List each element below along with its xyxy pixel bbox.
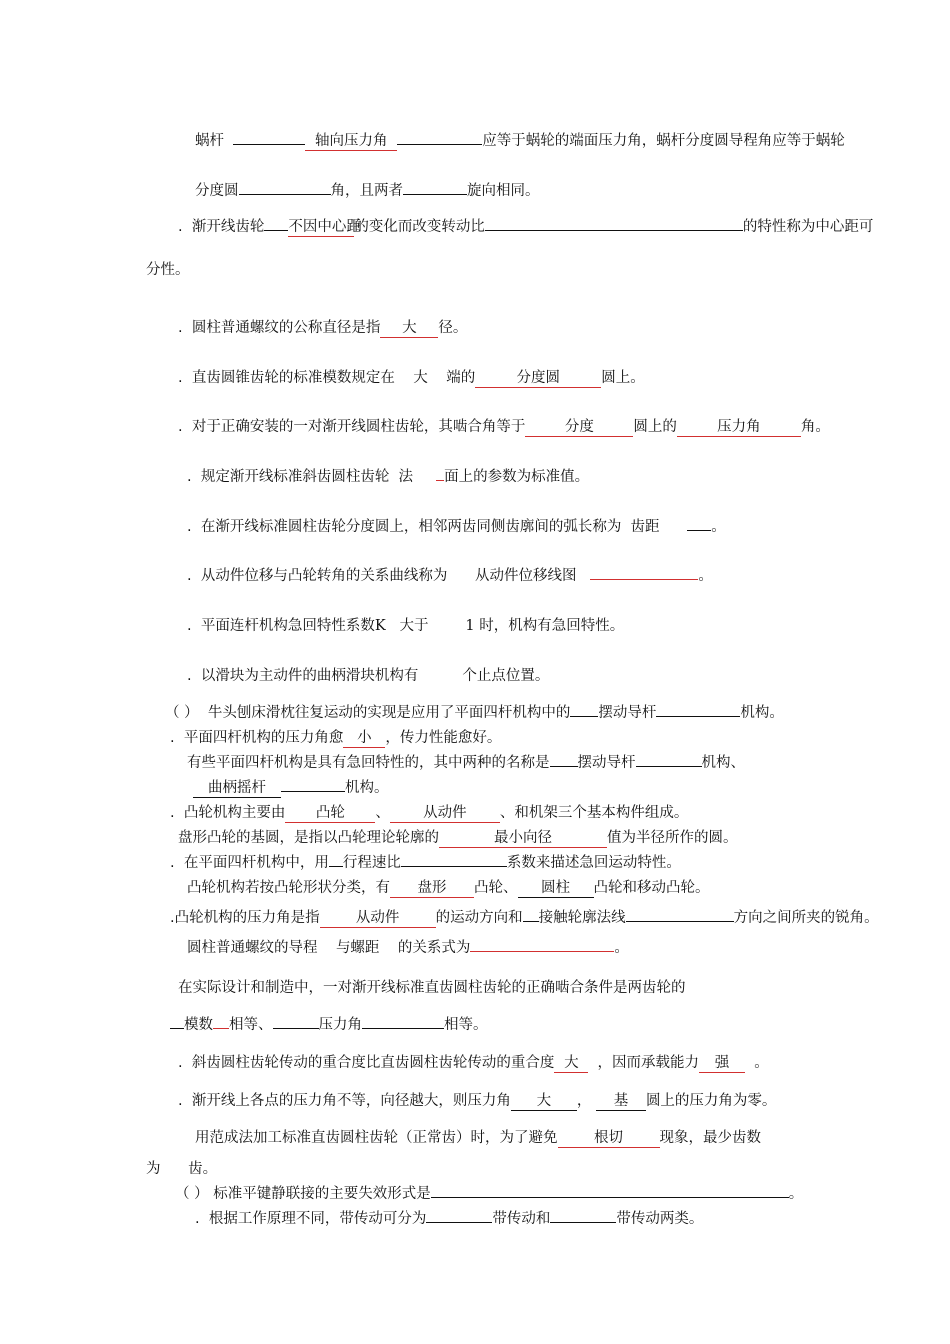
q23-text: 现象，最少齿数: [659, 1130, 761, 1146]
answer: 大: [380, 319, 438, 338]
q10-text: 以滑块为主动件的曲柄滑块机构有: [200, 668, 419, 684]
q11-text: 牛头刨床滑枕往复运动的实现是应用了平面四杆机构中的: [207, 705, 571, 721]
q17-text: 凸轮机构若按凸轮形状分类，有: [187, 880, 390, 896]
q18: [170, 908, 879, 928]
q2-line1: [178, 217, 873, 237]
answer: 小: [343, 729, 385, 748]
blank: [687, 530, 711, 531]
q12: [170, 728, 501, 748]
blank: [233, 144, 305, 145]
q4-text: 直齿圆锥齿轮的标准模数规定在: [191, 370, 395, 386]
blank: [281, 791, 345, 792]
q13-text: 机构。: [345, 780, 389, 796]
answer: 大: [554, 1054, 588, 1073]
blank: [656, 716, 740, 717]
q22-text: ，: [576, 1093, 592, 1109]
q23-text: 齿。: [188, 1161, 218, 1177]
bullet-dot: .: [187, 618, 192, 634]
q6-text: 面上的参数为标准值。: [444, 469, 590, 485]
blank: [426, 1222, 492, 1223]
q15: [178, 828, 738, 848]
q7-text: 。: [711, 519, 726, 535]
q3-text: 圆柱普通螺纹的公称直径是指: [191, 320, 381, 336]
q15-text: 值为半径所作的圆。: [607, 830, 738, 846]
q21-text: 斜齿圆柱齿轮传动的重合度比直齿圆柱齿轮传动的重合度: [191, 1055, 555, 1071]
answer: 压力角: [318, 1017, 362, 1033]
answer: 盘形: [390, 879, 474, 898]
answer: 分度: [525, 418, 633, 437]
q2-text: 的变化而改变转动比: [354, 219, 485, 235]
answer: 凸轮: [285, 804, 375, 823]
answer: 接触轮廓法线: [538, 910, 626, 926]
blank: [485, 230, 743, 231]
answer: 强: [699, 1054, 745, 1073]
q23-line1: [195, 1128, 761, 1148]
q14: [170, 803, 688, 823]
q7-text: 在渐开线标准圆柱齿轮分度圆上，相邻两齿同侧齿廓间的弧长称为: [200, 519, 622, 535]
q9-text: 平面连杆机构急回特性系数: [200, 618, 375, 634]
answer: 模数: [184, 1017, 213, 1033]
q1-text: 分度圆: [195, 183, 239, 199]
q23-text: 为: [146, 1161, 161, 1177]
q18-text: 的运动方向和: [435, 910, 523, 926]
blank: [436, 480, 444, 481]
answer: 摆动导杆: [577, 755, 636, 771]
q13-line2: [193, 778, 389, 798]
q22-text: 圆上的压力角为零。: [645, 1093, 777, 1109]
answer: 从动件: [390, 804, 500, 823]
q25-text: 根据工作原理不同，带传动可分为: [208, 1211, 427, 1227]
q25-text: 带传动和: [492, 1211, 551, 1227]
q20-text: 在实际设计和制造中，一对渐开线标准直齿圆柱齿轮的正确啮合条件是两齿轮的: [178, 980, 686, 996]
answer: 根切: [558, 1129, 660, 1148]
answer: 压力角: [677, 418, 801, 437]
q5: [178, 417, 830, 437]
bullet-dot: .: [170, 730, 175, 746]
answer-paren: （ ）: [165, 705, 199, 721]
blank: [362, 1028, 444, 1029]
answer: 基: [596, 1092, 646, 1111]
q14-text: 、: [375, 805, 390, 821]
blank: [239, 194, 331, 195]
bullet-dot: .: [178, 320, 183, 336]
q5-text: 圆上的: [633, 419, 677, 435]
q12-text: ，传力性能愈好。: [385, 730, 502, 746]
q20-text: 相等。: [444, 1017, 488, 1033]
q6-text: 规定渐开线标准斜齿圆柱齿轮: [200, 469, 390, 485]
answer: 轴向压力角: [305, 132, 397, 151]
q9-text: 时，机构有急回特性。: [479, 618, 625, 634]
q13-text: 有些平面四杆机构是具有急回特性的，其中两种的名称是: [187, 755, 550, 771]
bullet-dot: .: [170, 855, 175, 871]
q19-text: 与螺距: [335, 940, 380, 956]
blank: [636, 766, 702, 767]
answer: 不因中心距: [288, 219, 361, 235]
q12-text: 平面四杆机构的压力角愈: [183, 730, 344, 746]
blank: [403, 194, 467, 195]
blank: [329, 866, 343, 867]
blank: [470, 951, 614, 952]
q8-text: 。: [698, 568, 713, 584]
q24-text: 。: [788, 1186, 804, 1202]
blank: [590, 579, 698, 580]
q1-text: 应等于蜗轮的端面压力角，蜗杆分度圆导程角应等于蜗轮: [482, 133, 845, 149]
q13-line1: [187, 753, 745, 773]
bullet-dot: .: [178, 419, 183, 435]
q13-text: 机构、: [701, 755, 745, 771]
answer: 齿距: [630, 519, 660, 535]
answer: 曲柄摇杆: [193, 779, 281, 798]
q17: [187, 878, 710, 898]
q1-line2: [195, 181, 540, 201]
q19: [187, 938, 629, 958]
q16-text: 系数来描述急回运动特性。: [506, 855, 681, 871]
answer: 从动件位移线图: [474, 568, 577, 584]
bullet-dot: .: [187, 568, 192, 584]
bullet-dot: .: [178, 1055, 183, 1071]
q18-text: 凸轮机构的压力角是指: [174, 910, 320, 926]
q10-text: 个止点位置。: [462, 668, 550, 684]
answer-paren: （ ）: [175, 1186, 209, 1202]
q21-text: ，因而承载能力: [597, 1055, 700, 1071]
q11: [165, 703, 784, 723]
bullet-dot: .: [170, 805, 175, 821]
answer: 分度圆: [475, 369, 601, 388]
q4-text: 端的: [446, 370, 476, 386]
q17-text: 凸轮和移动凸轮。: [593, 880, 710, 896]
q18-text: 方向之间所夹的锐角。: [733, 910, 879, 926]
blank: [213, 1028, 229, 1029]
q16-text: 在平面四杆机构中，用: [183, 855, 329, 871]
answer: 圆柱: [518, 879, 594, 898]
q1-text: 角，且两者: [330, 183, 403, 199]
q2-text: 分性。: [146, 262, 190, 278]
blank: [170, 1028, 184, 1029]
q23-line2: [146, 1159, 217, 1179]
bullet-dot: .: [178, 219, 183, 235]
q24: [175, 1184, 803, 1204]
q3-text: 径。: [438, 320, 468, 336]
q19-text: 的关系式为: [397, 940, 471, 956]
q4: [178, 368, 645, 388]
q10: [187, 666, 549, 686]
q8-text: 从动件位移与凸轮转角的关系曲线称为: [200, 568, 448, 584]
q2-line2: [146, 260, 190, 280]
q14-text: 凸轮机构主要由: [183, 805, 286, 821]
q17-text: 凸轮、: [474, 880, 518, 896]
q4-text: 圆上。: [601, 370, 645, 386]
answer: 大于: [399, 618, 429, 634]
q14-text: 、和机架三个基本构件组成。: [499, 805, 689, 821]
bullet-dot: .: [187, 668, 192, 684]
q20-line2: [170, 1015, 488, 1035]
answer: 大: [413, 370, 428, 386]
q3: [178, 318, 467, 338]
q25-text: 带传动两类。: [616, 1211, 704, 1227]
q6: [187, 467, 589, 487]
q24-text: 标准平键静联接的主要失效形式是: [213, 1186, 431, 1202]
bullet-dot: .: [187, 519, 192, 535]
q25: [195, 1209, 703, 1229]
bullet-dot: .: [178, 370, 183, 386]
q19-text: 。: [614, 940, 629, 956]
bullet-dot: .: [187, 469, 192, 485]
q1-line1: [195, 131, 845, 151]
blank: [264, 230, 288, 231]
q5-text: 对于正确安装的一对渐开线圆柱齿轮，其啮合角等于: [191, 419, 526, 435]
q21-text: 。: [754, 1055, 769, 1071]
blank: [523, 921, 539, 922]
blank: [550, 766, 578, 767]
q20-text: 相等、: [229, 1017, 273, 1033]
q11-text: 机构。: [740, 705, 784, 721]
blank: [626, 921, 734, 922]
q22-text: 渐开线上各点的压力角不等，向径越大，则压力角: [191, 1093, 511, 1109]
q1-text: 旋向相同。: [467, 183, 540, 199]
number-one: 1: [465, 618, 475, 634]
q8: [187, 566, 713, 586]
symbol-k: K: [374, 618, 386, 634]
q2-text: 渐开线齿轮: [191, 219, 265, 235]
answer: 从动件: [320, 909, 436, 928]
answer: 行程速比: [342, 855, 401, 871]
q2-text: 的特性称为中心距可: [742, 219, 874, 235]
q7: [187, 517, 726, 537]
blank: [401, 866, 507, 867]
q15-text: 盘形凸轮的基圆，是指以凸轮理论轮廓的: [178, 830, 439, 846]
bullet-dot: .: [178, 1093, 183, 1109]
answer: 大: [511, 1092, 577, 1111]
q23-text: 用范成法加工标准直齿圆柱齿轮（正常齿）时，为了避免: [195, 1130, 558, 1146]
q1-text: 蜗杆: [195, 133, 224, 149]
q19-text: 圆柱普通螺纹的导程: [187, 940, 318, 956]
q22: [178, 1091, 776, 1111]
bullet-dot: .: [170, 910, 175, 926]
q21: [178, 1053, 769, 1073]
blank: [273, 1028, 319, 1029]
blank: [397, 144, 482, 145]
q5-text: 角。: [800, 419, 830, 435]
blank: [570, 716, 598, 717]
answer: 最小向径: [439, 829, 607, 848]
bullet-dot: .: [195, 1211, 200, 1227]
q20-line1: [178, 978, 686, 998]
q16: [170, 853, 681, 873]
blank: [550, 1222, 616, 1223]
answer: 摆动导杆: [598, 705, 657, 721]
blank: [431, 1197, 789, 1198]
q9: [187, 616, 624, 636]
answer: 法: [398, 469, 414, 485]
